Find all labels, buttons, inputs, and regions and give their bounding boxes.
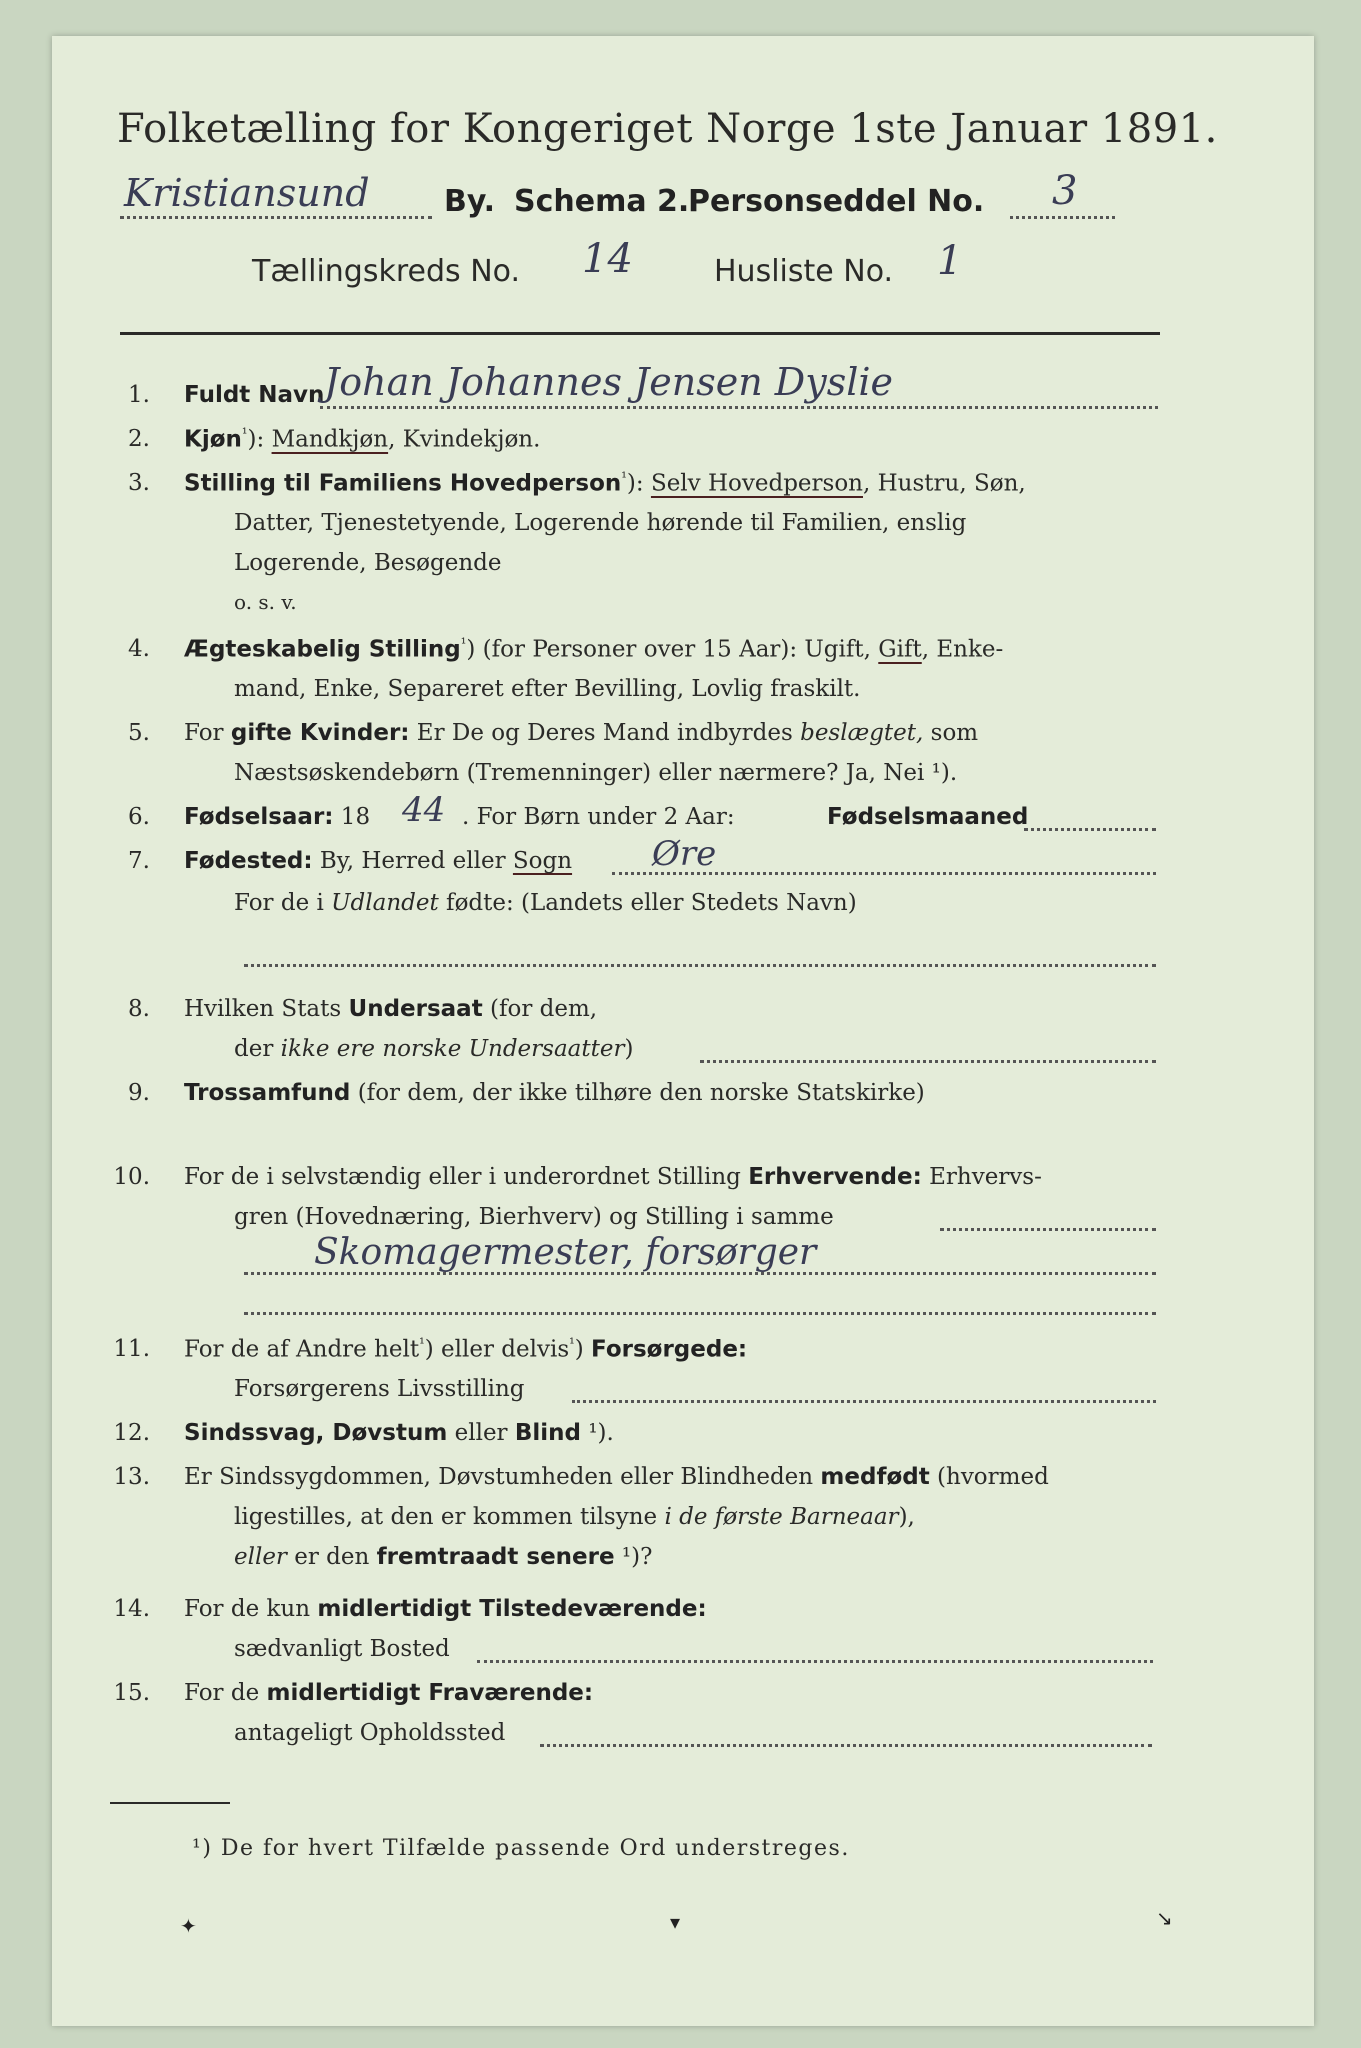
congenital-line3 bbox=[234, 1544, 652, 1570]
full-name-value: Johan Johannes Jensen Dyslie bbox=[324, 360, 894, 404]
religion-label: Trossamfund bbox=[184, 1080, 351, 1106]
congenital-line2-end: ), bbox=[898, 1504, 915, 1530]
foreign-birth-rest: fødte: (Landets eller Stedets Navn) bbox=[438, 890, 857, 916]
birthplace-options: By, Herred eller bbox=[312, 848, 513, 874]
supporter-occupation-dots bbox=[572, 1400, 1156, 1403]
marital-status-options-end: , Enke- bbox=[921, 636, 1004, 663]
husliste-number: 1 bbox=[937, 238, 963, 284]
footnote-ref: ¹ bbox=[460, 636, 467, 652]
footnote-ref: ¹ bbox=[621, 470, 627, 486]
census-form-sheet bbox=[52, 36, 1314, 2026]
footnote-divider bbox=[110, 1802, 230, 1804]
gender-option-female: , Kvindekjøn. bbox=[388, 426, 541, 453]
occupation-dots-1 bbox=[940, 1228, 1156, 1231]
form-title: Folketælling for Kongeriget Norge 1ste Januar 1891. bbox=[117, 106, 1218, 152]
personseddel-dots bbox=[1010, 216, 1115, 219]
occupation-dots-3 bbox=[244, 1312, 1156, 1315]
family-position-selected: Selv Hovedperson bbox=[650, 470, 863, 497]
item-number: 14. bbox=[113, 1596, 150, 1622]
citizenship-line2 bbox=[234, 1036, 633, 1062]
item-number: 10. bbox=[113, 1164, 150, 1190]
husliste-label: Husliste No. bbox=[714, 254, 894, 289]
married-women-label: gifte Kvinder: bbox=[230, 720, 410, 746]
birth-year-value: 44 bbox=[402, 790, 446, 830]
temporary-present-pre: For de kun bbox=[184, 1596, 318, 1622]
gender-line bbox=[184, 426, 540, 453]
occupation-line2: gren (Hovednæring, Bierhverv) og Stilling i samme bbox=[234, 1204, 834, 1230]
kreds-label: Tællingskreds No. bbox=[252, 254, 520, 289]
citizenship-rest: (for dem, bbox=[482, 996, 598, 1022]
married-women-line bbox=[184, 720, 978, 746]
registration-mark-right-icon: ↘ bbox=[1156, 1906, 1173, 1930]
dependent-pre: For de af Andre helt bbox=[184, 1336, 420, 1363]
gender-label: Kjøn bbox=[184, 426, 242, 453]
citizenship-line2-pre: der bbox=[234, 1036, 281, 1062]
item-number: 15. bbox=[113, 1680, 150, 1706]
personseddel-number: 3 bbox=[1052, 168, 1078, 214]
city-dots bbox=[120, 216, 432, 219]
married-women-question: Er De og Deres Mand indbyrdes bbox=[409, 720, 801, 746]
temporary-present-label: midlertidigt Tilstedeværende: bbox=[317, 1596, 707, 1622]
dependent-end: ) bbox=[574, 1336, 592, 1363]
usual-residence-dots bbox=[477, 1660, 1153, 1663]
dependent-label: Forsørgede: bbox=[591, 1336, 748, 1363]
marital-status-label: Ægteskabelig Stilling bbox=[184, 636, 461, 663]
birthplace-value: Øre bbox=[652, 834, 717, 874]
registration-mark-left-icon: ✦ bbox=[180, 1914, 197, 1938]
congenital-line2 bbox=[234, 1504, 915, 1530]
full-name-dots bbox=[320, 406, 1158, 409]
temporary-absent-line bbox=[184, 1680, 593, 1706]
birth-year-rest: . For Børn under 2 Aar: bbox=[462, 804, 735, 830]
citizenship-pre: Hvilken Stats bbox=[184, 996, 349, 1022]
family-position-line bbox=[184, 470, 1026, 497]
item-number: 11. bbox=[113, 1336, 150, 1362]
temporary-present-line bbox=[184, 1596, 707, 1622]
disability-blind-label: Blind bbox=[514, 1420, 582, 1446]
marital-status-options: ) (for Personer over 15 Aar): Ugift, bbox=[466, 636, 879, 663]
family-position-options: , Hustru, Søn, bbox=[863, 470, 1026, 497]
birth-month-label: Fødselsmaaned bbox=[827, 804, 1029, 830]
family-position-line4: o. s. v. bbox=[234, 590, 297, 614]
foreign-birth-italic: Udlandet bbox=[331, 890, 439, 916]
gender-colon: ): bbox=[247, 426, 272, 453]
birth-month-dots bbox=[1024, 828, 1156, 831]
congenital-line bbox=[184, 1464, 1049, 1490]
citizenship-line2-end: ) bbox=[624, 1036, 634, 1062]
gender-option-male: Mandkjøn bbox=[271, 426, 389, 453]
item-number: 2. bbox=[128, 426, 150, 452]
item-number: 4. bbox=[128, 636, 150, 662]
marital-status-selected: Gift bbox=[878, 636, 922, 663]
personseddel-label: Personseddel No. bbox=[688, 184, 985, 219]
marital-status-line2: mand, Enke, Separeret efter Bevilling, Lovlig fraskilt. bbox=[234, 676, 861, 702]
city-suffix: By. bbox=[444, 184, 496, 219]
citizenship-line bbox=[184, 996, 597, 1022]
congenital-rest: (hvormed bbox=[929, 1464, 1049, 1490]
married-women-pre: For bbox=[184, 720, 231, 746]
congenital-line2-pre: ligestilles, at den er kommen tilsyne bbox=[234, 1504, 665, 1530]
birthplace-selected: Sogn bbox=[512, 848, 573, 874]
congenital-line3-end: ¹)? bbox=[614, 1544, 653, 1570]
full-name-label: Fuldt Navn bbox=[184, 382, 325, 408]
disability-label: Sindssvag, Døvstum bbox=[184, 1420, 448, 1446]
occupation-rest: Erhvervs- bbox=[921, 1164, 1042, 1190]
item-number: 12. bbox=[113, 1420, 150, 1446]
citizenship-dots bbox=[700, 1060, 1156, 1063]
item-number: 8. bbox=[128, 996, 150, 1022]
congenital-line3-mid: er den bbox=[286, 1544, 377, 1570]
header-divider bbox=[120, 332, 1160, 335]
footnote-ref: ¹ bbox=[419, 1336, 425, 1352]
birth-year-label: Fødselsaar: bbox=[184, 804, 334, 830]
occupation-line bbox=[184, 1164, 1042, 1190]
probable-residence-dots bbox=[540, 1744, 1152, 1747]
city-handwritten: Kristiansund bbox=[124, 171, 370, 215]
dependent-line bbox=[184, 1336, 747, 1363]
marital-status-line bbox=[184, 636, 1003, 663]
married-women-italic: beslægtet, bbox=[800, 720, 924, 746]
item-number: 1. bbox=[128, 382, 150, 408]
birthplace-line bbox=[184, 848, 572, 874]
schema-label: Schema 2. bbox=[514, 184, 690, 219]
congenital-label: medfødt bbox=[820, 1464, 930, 1490]
item-number: 6. bbox=[128, 804, 150, 830]
family-position-label: Stilling til Familiens Hovedperson bbox=[184, 470, 622, 497]
occupation-label: Erhvervende: bbox=[748, 1164, 922, 1190]
disability-or: eller bbox=[447, 1420, 515, 1446]
family-position-colon: ): bbox=[626, 470, 651, 497]
footnote: ¹) De for hvert Tilfælde passende Ord understreges. bbox=[192, 1836, 850, 1861]
usual-residence-label: sædvanligt Bosted bbox=[234, 1636, 450, 1662]
birth-year-line bbox=[184, 804, 370, 830]
disability-end: ¹). bbox=[581, 1420, 614, 1446]
occupation-value: Skomagermester, forsørger bbox=[314, 1232, 817, 1273]
temporary-absent-label: midlertidigt Fraværende: bbox=[266, 1680, 594, 1706]
item-number: 9. bbox=[128, 1080, 150, 1106]
dependent-mid: ) eller delvis bbox=[424, 1336, 570, 1363]
occupation-pre: For de i selvstændig eller i underordnet Stilling bbox=[184, 1164, 749, 1190]
birthplace-label: Fødested: bbox=[184, 848, 313, 874]
item-number: 5. bbox=[128, 720, 150, 746]
citizenship-label: Undersaat bbox=[348, 996, 483, 1022]
item-number: 7. bbox=[128, 848, 150, 874]
item-number: 3. bbox=[128, 470, 150, 496]
disability-line bbox=[184, 1420, 614, 1446]
family-position-line3: Logerende, Besøgende bbox=[234, 550, 502, 576]
footnote-ref: ¹ bbox=[569, 1336, 575, 1352]
congenital-pre: Er Sindssygdommen, Døvstumheden eller Blindheden bbox=[184, 1464, 821, 1490]
probable-residence-label: antageligt Opholdssted bbox=[234, 1720, 506, 1746]
congenital-line3-bold: fremtraadt senere bbox=[376, 1544, 615, 1570]
footnote-ref: ¹ bbox=[241, 426, 248, 442]
foreign-birth-pre: For de i bbox=[234, 890, 332, 916]
temporary-absent-pre: For de bbox=[184, 1680, 267, 1706]
congenital-line3-italic: eller bbox=[234, 1544, 287, 1570]
foreign-birth-line bbox=[234, 890, 857, 916]
congenital-line2-italic: i de første Barneaar bbox=[664, 1504, 899, 1530]
family-position-line2: Datter, Tjenestetyende, Logerende hørende til Familien, enslig bbox=[234, 510, 967, 536]
married-women-line2: Næstsøskendebørn (Tremenninger) eller nærmere? Ja, Nei ¹). bbox=[234, 760, 958, 786]
religion-line bbox=[184, 1080, 925, 1106]
birth-year-prefix: 18 bbox=[333, 804, 371, 830]
citizenship-line2-italic: ikke ere norske Undersaatter bbox=[280, 1036, 625, 1062]
religion-rest: (for dem, der ikke tilhøre den norske Statskirke) bbox=[350, 1080, 925, 1106]
registration-mark-center-icon: ▾ bbox=[670, 1910, 681, 1934]
kreds-number: 14 bbox=[582, 236, 633, 282]
foreign-birth-dots bbox=[244, 964, 1156, 967]
occupation-dots-2 bbox=[244, 1272, 1156, 1275]
supporter-occupation-label: Forsørgerens Livsstilling bbox=[234, 1376, 525, 1402]
birthplace-dots bbox=[612, 872, 1156, 875]
item-number: 13. bbox=[113, 1464, 150, 1490]
married-women-end: som bbox=[923, 720, 979, 746]
